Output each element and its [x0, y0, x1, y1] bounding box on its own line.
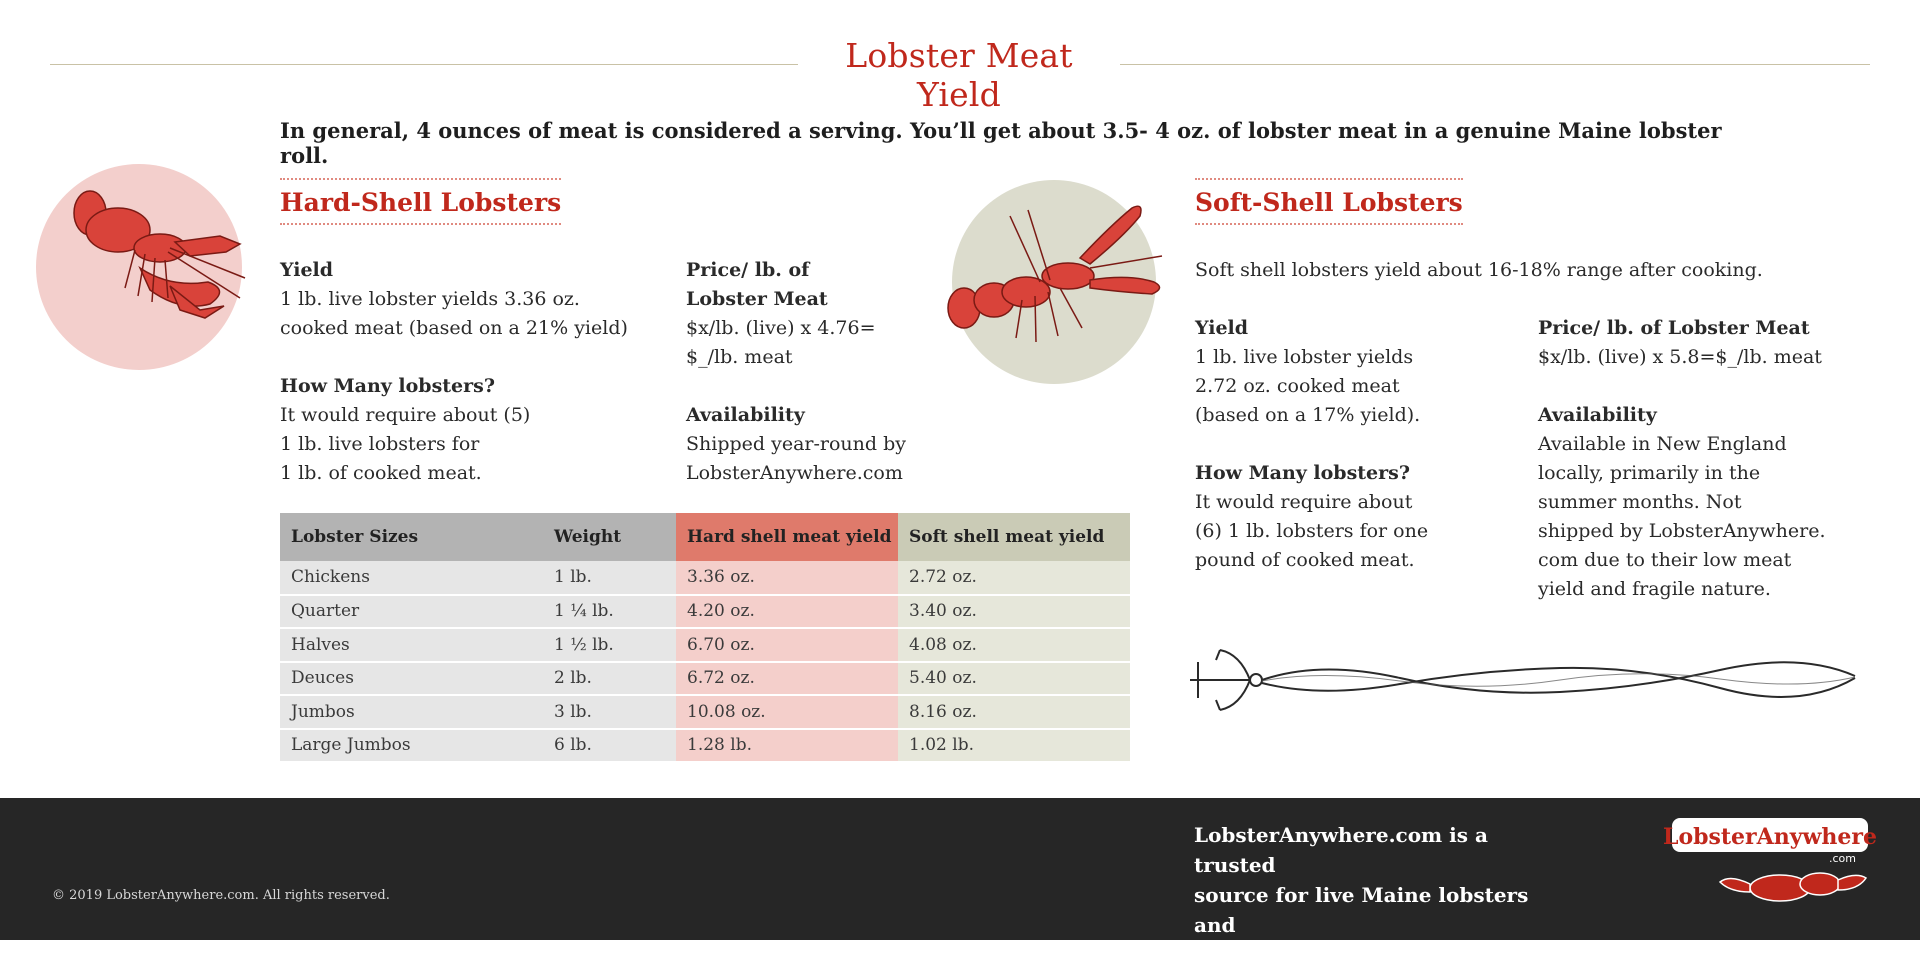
- soft-yield-line: 2.72 oz. cooked meat: [1195, 375, 1400, 397]
- table-row: [280, 695, 1130, 729]
- anchor-rope-icon: [1180, 640, 1860, 720]
- table-cell-size: Halves: [280, 628, 543, 662]
- table-cell-soft-yield: 3.40 oz.: [898, 595, 1130, 629]
- hard-shell-price: [686, 256, 966, 372]
- title-rule-right: [1120, 64, 1870, 65]
- footer: [0, 798, 1920, 940]
- hard-shell-yield: [280, 256, 680, 343]
- table-cell-hard-yield: 6.72 oz.: [676, 662, 898, 696]
- hard-how-many-line: It would require about (5): [280, 404, 531, 426]
- table-cell-weight: 2 lb.: [543, 662, 676, 696]
- title-rule-left: [50, 64, 798, 65]
- hard-shell-how-many: [280, 372, 680, 488]
- table-cell-hard-yield: 3.36 oz.: [676, 561, 898, 595]
- table-cell-weight: 3 lb.: [543, 695, 676, 729]
- hard-yield-line: 1 lb. live lobster yields 3.36 oz.: [280, 288, 580, 310]
- soft-availability-heading: Availability: [1538, 404, 1657, 426]
- soft-yield-heading: Yield: [1195, 317, 1249, 339]
- soft-availability-line: Available in New England: [1538, 433, 1787, 455]
- table-cell-hard-yield: 6.70 oz.: [676, 628, 898, 662]
- hard-how-many-heading: How Many lobsters?: [280, 375, 495, 397]
- logo-text: LobsterAnywhere: [1662, 824, 1878, 850]
- soft-availability-line: com due to their low meat: [1538, 549, 1792, 571]
- soft-shell-lobster-icon: [940, 196, 1170, 356]
- soft-how-many-line: (6) 1 lb. lobsters for one: [1195, 520, 1429, 542]
- table-cell-weight: 1 ¼ lb.: [543, 595, 676, 629]
- soft-price-line: $x/lb. (live) x 5.8=$_/lb. meat: [1538, 346, 1822, 368]
- hard-price-line: $_/lb. meat: [686, 346, 793, 368]
- table-header-sizes: Lobster Sizes: [280, 513, 543, 561]
- soft-availability-line: locally, primarily in the: [1538, 462, 1761, 484]
- hard-shell-title: Hard-Shell Lobsters: [280, 178, 561, 225]
- hard-availability-line: Shipped year-round by: [686, 433, 907, 455]
- intro-text: In general, 4 ounces of meat is considered a serving. You’ll get about 3.5- 4 oz. of lobster meat in a genuine Maine lobster roll.: [280, 118, 1722, 168]
- soft-shell-yield: [1195, 314, 1515, 430]
- table-cell-weight: 1 lb.: [543, 561, 676, 595]
- soft-price-heading: Price/ lb. of Lobster Meat: [1538, 317, 1810, 339]
- hard-availability-heading: Availability: [686, 404, 805, 426]
- soft-shell-how-many: [1195, 459, 1515, 575]
- soft-availability-line: yield and fragile nature.: [1538, 578, 1771, 600]
- table-cell-hard-yield: 4.20 oz.: [676, 595, 898, 629]
- page-title: Lobster Meat Yield: [845, 36, 1073, 114]
- hard-price-heading: Lobster Meat: [686, 288, 828, 310]
- table-row: [280, 561, 1130, 595]
- table-cell-soft-yield: 8.16 oz.: [898, 695, 1130, 729]
- tagline-line: LobsterAnywhere.com is a trusted: [1194, 823, 1488, 877]
- table-header-soft-yield: Soft shell meat yield: [898, 513, 1130, 561]
- table-cell-soft-yield: 1.02 lb.: [898, 729, 1130, 763]
- table-row: [280, 628, 1130, 662]
- table-row: [280, 662, 1130, 696]
- hard-how-many-line: 1 lb. of cooked meat.: [280, 462, 482, 484]
- hard-availability-line: LobsterAnywhere.com: [686, 462, 903, 484]
- yield-table: [280, 513, 1130, 763]
- hard-shell-availability: [686, 401, 966, 488]
- hard-price-line: $x/lb. (live) x 4.76=: [686, 317, 876, 339]
- soft-availability-line: shipped by LobsterAnywhere.: [1538, 520, 1826, 542]
- hard-yield-line: cooked meat (based on a 21% yield): [280, 317, 628, 339]
- table-cell-hard-yield: 1.28 lb.: [676, 729, 898, 763]
- table-cell-soft-yield: 5.40 oz.: [898, 662, 1130, 696]
- soft-shell-availability: [1538, 401, 1908, 604]
- lobsteranywhere-logo[interactable]: [1662, 812, 1880, 912]
- table-row: [280, 729, 1130, 763]
- footer-tagline: [1194, 820, 1574, 970]
- soft-yield-line: 1 lb. live lobster yields: [1195, 346, 1414, 368]
- table-cell-soft-yield: 4.08 oz.: [898, 628, 1130, 662]
- table-header-weight: Weight: [543, 513, 676, 561]
- table-cell-size: Deuces: [280, 662, 543, 696]
- tagline-line: fresh seafood gifts since 1999.: [1194, 943, 1538, 967]
- table-cell-hard-yield: 10.08 oz.: [676, 695, 898, 729]
- table-row: [280, 595, 1130, 629]
- soft-availability-line: summer months. Not: [1538, 491, 1742, 513]
- table-cell-size: Chickens: [280, 561, 543, 595]
- hard-yield-heading: Yield: [280, 259, 334, 281]
- hard-shell-lobster-icon: [40, 178, 250, 338]
- soft-how-many-heading: How Many lobsters?: [1195, 462, 1410, 484]
- table-header-row: [280, 513, 1130, 561]
- table-header-hard-yield: Hard shell meat yield: [676, 513, 898, 561]
- soft-how-many-line: It would require about: [1195, 491, 1413, 513]
- hard-price-heading: Price/ lb. of: [686, 259, 810, 281]
- table-cell-size: Jumbos: [280, 695, 543, 729]
- soft-shell-title: Soft-Shell Lobsters: [1195, 178, 1463, 225]
- copyright-text: © 2019 LobsterAnywhere.com. All rights reserved.: [52, 888, 390, 903]
- soft-shell-summary: Soft shell lobsters yield about 16-18% range after cooking.: [1195, 259, 1763, 281]
- table-cell-size: Large Jumbos: [280, 729, 543, 763]
- table-cell-soft-yield: 2.72 oz.: [898, 561, 1130, 595]
- tagline-line: source for live Maine lobsters and: [1194, 883, 1529, 937]
- table-cell-weight: 1 ½ lb.: [543, 628, 676, 662]
- soft-how-many-line: pound of cooked meat.: [1195, 549, 1415, 571]
- soft-shell-price: [1538, 314, 1908, 372]
- logo-suffix: .com: [1829, 852, 1856, 865]
- table-cell-size: Quarter: [280, 595, 543, 629]
- hard-how-many-line: 1 lb. live lobsters for: [280, 433, 480, 455]
- table-cell-weight: 6 lb.: [543, 729, 676, 763]
- soft-yield-line: (based on a 17% yield).: [1195, 404, 1421, 426]
